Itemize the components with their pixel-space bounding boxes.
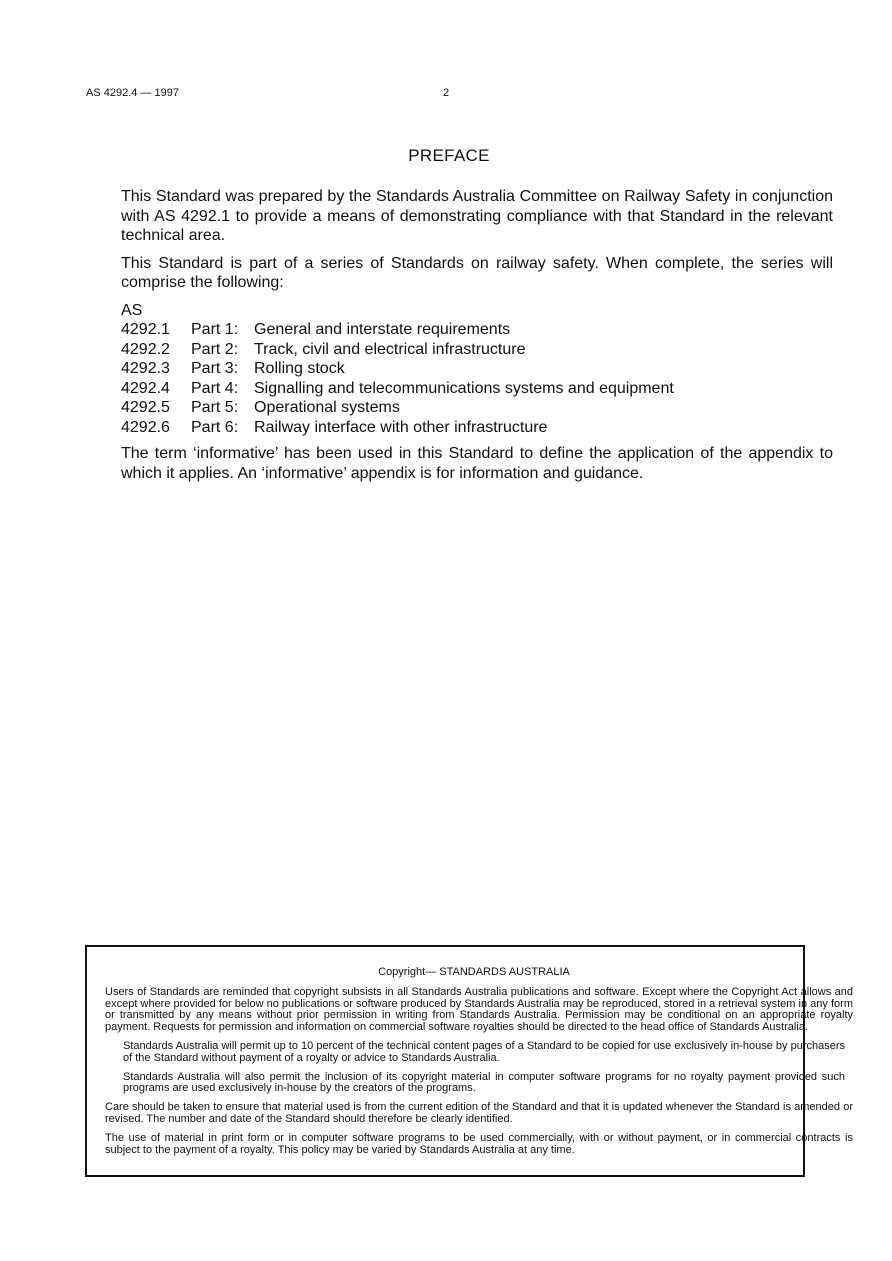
- preface-paragraph-3: The term ‘informative’ has been used in this Standard to define the application of the appendix to which it applies. An ‘informative’ appendix is for information and guidance.: [121, 445, 833, 482]
- series-item: [121, 398, 833, 418]
- series-part: Part 4:: [191, 379, 239, 397]
- preface-title: PREFACE: [408, 146, 490, 165]
- series-title: General and interstate requirements: [254, 321, 511, 338]
- series-item: [121, 359, 833, 379]
- series-number: 4292.5: [121, 399, 170, 416]
- series-part: Part 2:: [191, 340, 239, 358]
- series-title: Rolling stock: [254, 360, 345, 377]
- copyright-text: [105, 967, 853, 1156]
- series-part: Part 1:: [191, 321, 239, 338]
- copyright-title: [105, 967, 853, 979]
- series-number: 4292.4: [121, 379, 170, 397]
- series-item: [121, 320, 833, 340]
- copyright-paragraph-2: Standards Australia will permit up to 10 percent of the technical content pages of a Standard to be copied for use exclusively in-house by purchasers of the Standard without payment of a royalty or advice to Standards Australia.: [123, 1039, 845, 1064]
- series-title: Signalling and telecommunications systems and equipment: [254, 379, 674, 397]
- series-item: [121, 418, 833, 438]
- series-item: [121, 340, 833, 360]
- copyright-paragraph-1: Users of Standards are reminded that copyright subsists in all Standards Australia publications and software. Except where the Copyright Act allows and except where provided for below no publications or software produced by Standards Australia may be reproduced, stored in a retrieval system in any form or transmitted by any means without prior permission in writing from Standards Australia. Permission may be conditional on an appropriate royalty payment. Requests for permission and information on commercial software royalties should be directed to the head office of Standards Australia.: [105, 985, 853, 1034]
- series-part: Part 6:: [191, 418, 239, 436]
- series-number: 4292.3: [121, 360, 170, 377]
- series-number: 4292.2: [121, 340, 170, 358]
- running-header: [86, 87, 806, 101]
- copyright-paragraph-5: The use of material in print form or in computer software programs to be used commercially, with or without payment, or in commercial contracts is subject to the payment of a royalty. This policy may be varied by Standards Australia at any time.: [105, 1131, 853, 1156]
- series-item: [121, 379, 833, 399]
- preface-body: [121, 187, 833, 491]
- series-part: Part 3:: [191, 360, 239, 377]
- series-number: 4292.6: [121, 418, 170, 436]
- preface-paragraph-2: This Standard is part of a series of Standards on railway safety. When complete, the series will comprise the following:: [121, 254, 833, 291]
- series-part: Part 5:: [191, 399, 239, 416]
- copyright-paragraph-4: Care should be taken to ensure that material used is from the current edition of the Standard and that it is updated whenever the Standard is amended or revised. The number and date of the Standard should therefore be clearly identified.: [105, 1101, 853, 1125]
- copyright-heading: Copyright— STANDARDS AUSTRALIA: [378, 966, 570, 978]
- series-title: Operational systems: [254, 399, 400, 416]
- series-list: [121, 320, 833, 437]
- document-id: AS 4292.4 — 1997: [86, 87, 179, 99]
- series-number: 4292.1: [121, 321, 170, 338]
- copyright-notice-box: [85, 945, 853, 1177]
- series-title: Track, civil and electrical infrastructure: [254, 340, 526, 358]
- copyright-paragraph-3: Standards Australia will also permit the inclusion of its copyright material in computer software programs for no royalty payment provided such programs are used exclusively in-house by the creators of the programs.: [123, 1070, 845, 1095]
- page-number: 2: [443, 87, 450, 99]
- series-title: Railway interface with other infrastructure: [254, 418, 548, 436]
- series-prefix: AS: [121, 301, 143, 319]
- preface-paragraph-1: This Standard was prepared by the Standards Australia Committee on Railway Safety in conjunction with AS 4292.1 to provide a means of demonstrating compliance with that Standard in the relevant technical area.: [121, 188, 833, 244]
